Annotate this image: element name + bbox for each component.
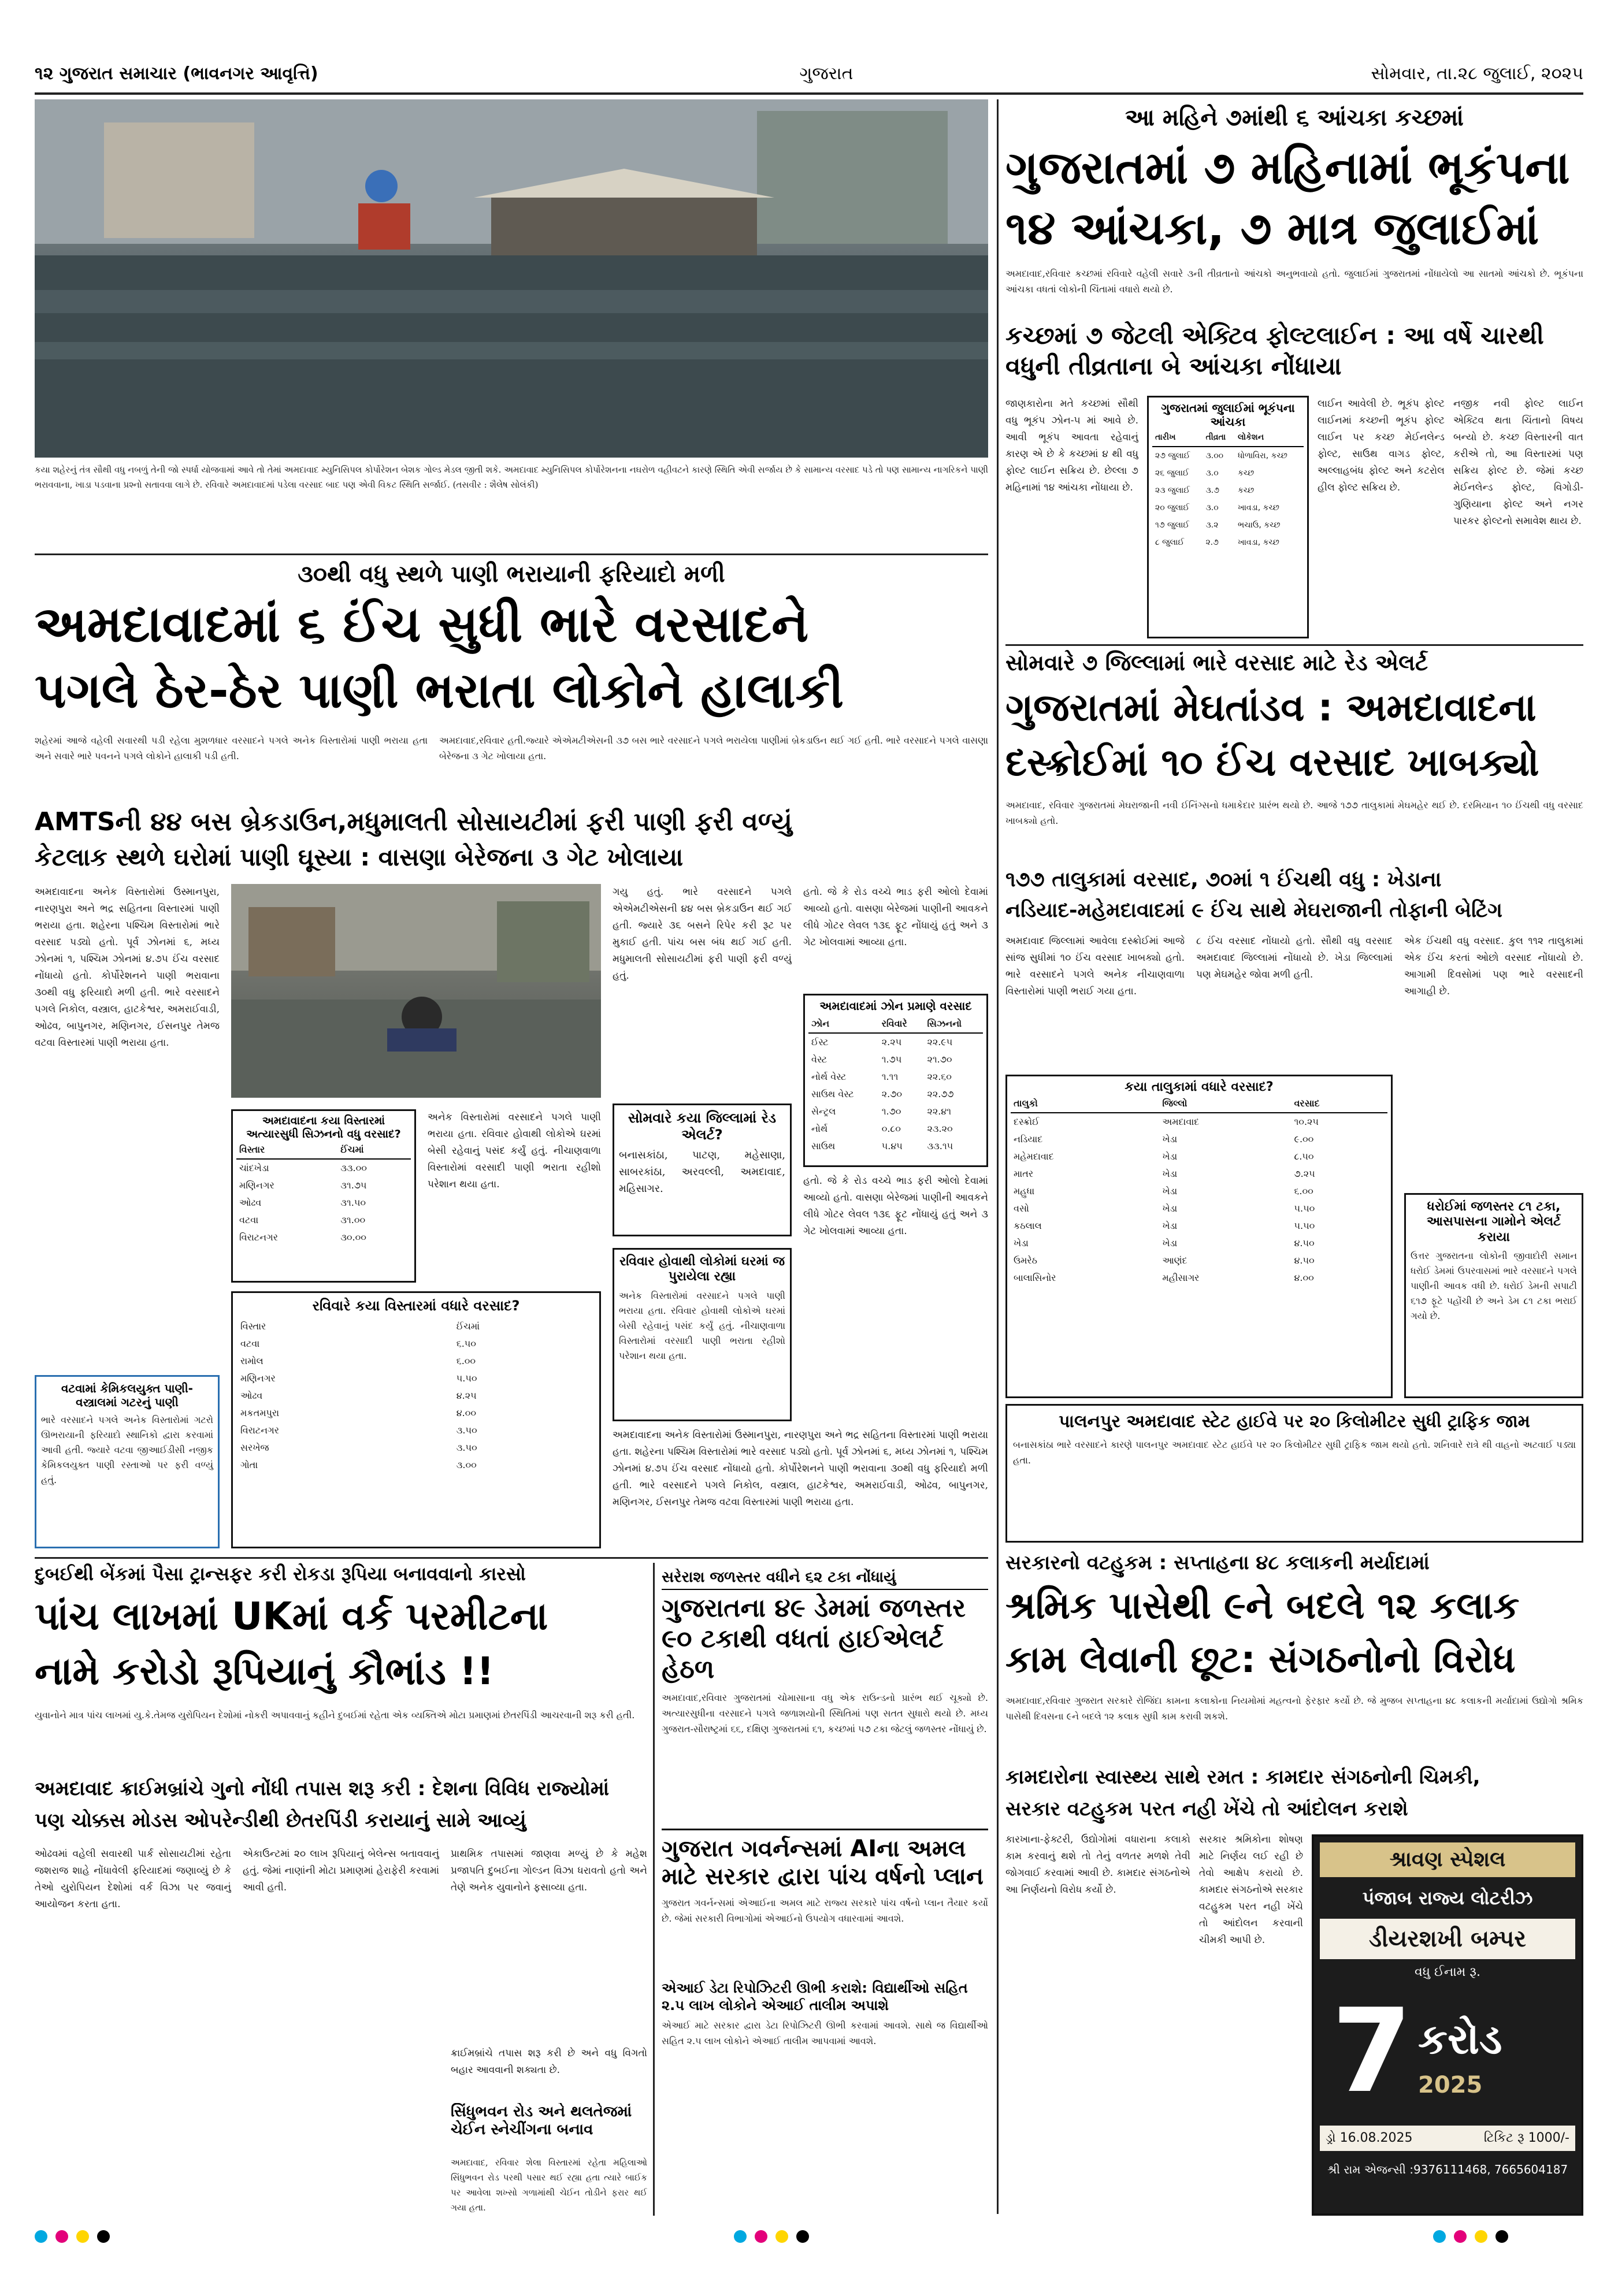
area-table-grid: [236, 1141, 411, 1246]
dams-kicker: સરેરાશ જળસ્તર વધીને ૬૨ ટકા નોંધાયું: [662, 1569, 988, 1590]
ai-body-2: એઆઈ માટે સરકાર દ્વારા ડેટા રિપોઝિટરી ઊભી કરવામાં આવશે. સાથે જ વિદ્યાર્થીઓ સહિત ૨.૫ લાખ લોકોને એઆઈ તાલીમ આપવામાં આવશે.: [662, 2019, 988, 2046]
area-row: [236, 1229, 411, 1246]
flood-col-3: હતો. જે કે રોડ વચ્ચે ભાડ ફરી ઓલો દેવામાં આવ્યો હતો. વાસણા બેરેજમાં પાણીની આવકને લીધે ગોટર લેવલ ૧૩૬ ફૂટ નોંધાયું હતું અને ૩ ગેટ ખોલવામાં આવ્યા હતા.: [803, 886, 988, 948]
taluka-row-cell: ખેડા: [1162, 1186, 1178, 1197]
lottery-draw: ડ્રો 16.08.2025: [1326, 2131, 1413, 2145]
zone-table-title: અમદાવાદમાં ઝોન પ્રમાણે વરસાદ: [819, 999, 972, 1013]
quake-row: [1152, 499, 1304, 517]
sunday-rain-grid: [237, 1318, 595, 1474]
zone-row: [808, 1086, 983, 1103]
sunday-rain-row: [237, 1387, 595, 1405]
flood-photo-illustration: [35, 99, 988, 458]
dubai-headline-2: નામે કરોડો રૂપિયાનું કૌભાંડ !!: [35, 1649, 495, 1693]
zone-row-cell: ૧.૭૫: [881, 1054, 902, 1065]
dubai-kicker: દુબઈથી બેંકમાં પૈસા ટ્રાન્સફર કરી રોકડા રૂપિયા બનાવવાનો કારસો: [35, 1563, 526, 1585]
quake-row-cell: ૩.૨: [1205, 521, 1219, 530]
lottery-sub: વધુ ઈનામ રૂ.: [1415, 1965, 1480, 1979]
color-registration-center: [734, 2230, 884, 2253]
taluka-row-cell: ખેડા: [1162, 1134, 1178, 1145]
taluka-row: [1011, 1165, 1387, 1183]
area-row: [236, 1194, 411, 1212]
sunday-rain-row: [237, 1439, 595, 1457]
highway-body: બનાસકાંઠા ભારે વરસાદને કારણે પાલનપુર અમદાવાદ સ્ટેટ હાઈવે પર ૨૦ કિલોમીટર સુધી ટ્રાફિક જામ થયો હતો. શનિવારે રાત્રે થી વાહનો અટવાઈ પડ્યા હતા.: [1013, 1439, 1576, 1466]
dams-headline-2: ૯૦ ટકાથી વધતાં હાઈએલર્ટ હેઠળ: [662, 1623, 944, 1684]
taluka-row-cell: ખેડા: [1014, 1238, 1029, 1249]
sunday-rain-row-cell: ૩.૫૦: [456, 1441, 477, 1453]
sunday-rain-row-cell: વિસ્તાર: [240, 1320, 266, 1332]
lottery-product: ડીયરશખી બમ્પર: [1320, 1919, 1575, 1959]
sunday-box-body: અનેક વિસ્તારોમાં વરસાદને પગલે પાણી ભરાયા હતા. રવિવાર હોવાથી લોકોએ ઘરમાં બેસી રહેવાનું પસંદ કર્યું હતું. નીચાણવાળા વિસ્તારોમાં વરસાદી પાણી ભરાતા રહીશો પરેશાન થયા હતા.: [619, 1290, 785, 1361]
registration-dot: [755, 2230, 767, 2243]
labour-col-1: કારખાના-ફેક્ટરી, ઉદ્યોગોમાં વધારાના કલાકો કામ કરવાનું થશે તો તેનું વળતર મળશે તેવી જોગવાઈ કરવામાં આવી છે. કામદાર સંગઠનોએ આ નિર્ણયનો વિરોધ કર્યો છે.: [1005, 1834, 1190, 1896]
quake-row: [1152, 534, 1304, 551]
taluka-col-rain: વરસાદ: [1291, 1095, 1387, 1113]
zone-row-cell: ૫.૪૫: [881, 1140, 903, 1151]
taluka-row: [1011, 1252, 1387, 1269]
quake-row: [1152, 447, 1304, 465]
flood-subhead-1: AMTSની ૪૪ બસ બ્રેકડાઉન,મધુમાલતી સોસાયટીમાં ફરી પાણી ફરી વળ્યું: [35, 807, 792, 837]
zone-row-cell: ૨.૨૫: [881, 1036, 902, 1047]
quake-row-cell: કચ્છ: [1237, 469, 1255, 478]
red-alert-box: [613, 1104, 792, 1236]
sunday-rain-row-cell: ગોતા: [240, 1459, 258, 1470]
zone-row-cell: ૩૩.૧૫: [927, 1140, 953, 1151]
red-alert-title: સોમવારે કયા જિલ્લામાં રેડ એલર્ટ?: [628, 1110, 777, 1143]
quake-col-magnitude: તીવ્રતા: [1203, 429, 1235, 447]
taluka-row-cell: ખેડા: [1162, 1168, 1178, 1180]
flood-headline-2: પગલે ઠેર-ઠેર પાણી ભરાતા લોકોને હાલાકી: [35, 662, 844, 719]
highway-headline: પાલનપુર અમદાવાદ સ્ટેટ હાઈવે પર ૨૦ કિલોમીટર સુધી ટ્રાફિક જામ: [1059, 1411, 1530, 1432]
color-registration-right: [1433, 2230, 1583, 2253]
registration-dot: [55, 2230, 68, 2243]
quake-row-cell: ૨૦ જુલાઈ: [1155, 503, 1190, 512]
highway-jam-box: [1005, 1404, 1583, 1543]
zone-row: [808, 1068, 983, 1086]
taluka-row: [1011, 1113, 1387, 1131]
zone-col-sunday: રવિવારે: [879, 1015, 925, 1033]
zone-row: [808, 1120, 983, 1138]
taluka-row-cell: દસ્ક્રોઈ: [1014, 1116, 1040, 1128]
taluka-row-cell: માતર: [1014, 1168, 1034, 1180]
dharoi-box-body: ઉત્તર ગુજરાતના લોકોની જીવાદોરી સમાન ધરોઈ ડેમમાં ઉપરવાસમાં ભારે વરસાદને પગલે પાણીની આવક વધી છે. ધરોઈ ડેમની સપાટી ૬૧૭ ફૂટે પહોંચી છે અને ડેમ ૮૧ ટકા ભરાઈ ગયો છે.: [1411, 1250, 1577, 1322]
taluka-row-cell: નડિયાદ: [1014, 1134, 1043, 1145]
quake-col-3: લાઈન આવેલી છે. ભૂકંપ ફોલ્ટ લાઈનમાં કચ્છની ભૂકંપ ફોલ્ટ લાઈન પર કચ્છ મેઈનલેન્ડ ફોલ્ટ, સાઉથ વાગડ ફોલ્ટ, અલ્લાહબંધ ફોલ્ટ અને કટરોલ હીલ ફોલ્ટ સક્રિય છે.: [1318, 398, 1445, 493]
dubai-col-3: પ્રાથમિક તપાસમાં જાણવા મળ્યું છે કે મહેશ પ્રજાપતિ દુબઈના ગોલ્ડન વિઝા ધરાવતો હતો અને તેણે અનેક યુવાનોને ફસાવ્યા હતા.: [451, 1848, 647, 1893]
rain-alert-subhead-1: ૧૭૭ તાલુકામાં વરસાદ, ૭૦માં ૧ ઈંચથી વધુ : ખેડાના: [1005, 868, 1442, 891]
registration-dot: [1454, 2230, 1467, 2243]
dubai-subhead-1: અમદાવાદ ક્રાઈમબ્રાંચે ગુનો નોંધી તપાસ શરૂ કરી : દેશના વિવિધ રાજ્યોમાં: [35, 1777, 610, 1800]
area-col-name: વિસ્તાર: [236, 1141, 337, 1159]
taluka-row-cell: ખેડા: [1162, 1220, 1178, 1232]
dubai-subhead-2: પણ ચોક્કસ મોડસ ઓપરેન્ડીથી છેતરપિંડી કરાયાનું સામે આવ્યું: [35, 1809, 526, 1832]
sunday-rain-row-cell: મણિનગર: [240, 1372, 276, 1384]
lottery-unit: કરોડ: [1418, 2015, 1502, 2063]
sunday-rain-row-cell: મકતમપુરા: [240, 1407, 280, 1418]
flood-headline-1: અમદાવાદમાં ૬ ઈંચ સુધી ભારે વરસાદને: [35, 596, 809, 653]
registration-dot: [1433, 2230, 1446, 2243]
registration-dot: [734, 2230, 747, 2243]
zone-row-cell: ૦.૮૦: [881, 1123, 901, 1134]
quake-intro: અમદાવાદ,રવિવાર કચ્છમાં રવિવારે વહેલી સવારે ૩ની તીવ્રતાનો આંચકો અનુભવાયો હતો. જુલાઈમાં ગુજરાતમાં નોંધાયેલો આ સાતમો આંચકો છે. ભૂકંપના આંચકા વધતાં લોકોની ચિંતામાં વધારો થયો છે.: [1005, 268, 1583, 295]
taluka-row-cell: અમદાવાદ: [1162, 1116, 1200, 1128]
labour-intro: અમદાવાદ,રવિવાર ગુજરાત સરકારે રોજિંદા કામના કલાકોના નિયમોમાં મહત્વનો ફેરફાર કર્યો છે. જે મુજબ સપ્તાહના ૪૮ કલાકની મર્યાદામાં ઉદ્યોગો શ્રમિક પાસેથી દિવસના ૯ને બદલે ૧૨ કલાક સુધી કામ કરાવી શકશે.: [1005, 1695, 1583, 1722]
rain-alert-col-1: અમદાવાદ જિલ્લામાં આવેલા દસ્ક્રોઈમાં આજે સાંજ સુધીમાં ૧૦ ઈંચ વરસાદ ખાબક્યો હતો. ભારે વરસાદને પગલે અનેક નીચાણવાળા વિસ્તારોમાં પાણી ભરાઈ ગયા હતા.: [1005, 935, 1185, 997]
sunday-note: અનેક વિસ્તારોમાં વરસાદને પગલે પાણી ભરાયા હતા. રવિવાર હોવાથી લોકોએ ઘરમાં બેસી રહેવાનું પસંદ કર્યું હતું. નીચાણવાળા વિસ્તારોમાં વરસાદી પાણી ભરાતા રહીશો પરેશાન થયા હતા.: [428, 1112, 601, 1190]
flood-intro-right: અમદાવાદ,રવિવાર હતી.જ્યારે એએમટીએસની ૩૭ બસ ભારે વરસાદને પગલે ભરાયેલા પાણીમાં બ્રેકડાઉન થઈ ગઈ હતી. ભારે વરસાદને પગલે વાસણા બેરેજના ૩ ગેટ ખોલાયા હતા.: [439, 735, 988, 761]
masthead-date: સોમવાર, તા.૨૮ જુલાઈ, ૨૦૨૫: [1371, 64, 1583, 84]
sunday-rain-row: [237, 1370, 595, 1387]
registration-dot: [76, 2230, 89, 2243]
sunday-rain-row: [237, 1353, 595, 1370]
dubai-headline-1: પાંચ લાખમાં UKમાં વર્ક પરમીટના: [35, 1594, 548, 1639]
lottery-year: 2025: [1418, 2072, 1483, 2098]
quake-row-cell: ૩.૦૦: [1205, 451, 1224, 460]
area-row-cell: ચાંદખેડા: [239, 1162, 269, 1173]
sunday-rain-row-cell: વટવા: [240, 1338, 260, 1349]
sunday-rain-row: [237, 1405, 595, 1422]
quake-subhead: કચ્છમાં ૭ જેટલી એક્ટિવ ફોલ્ટલાઈન : આ વર્ષે ચારથી વધુની તીવ્રતાના બે આંચકા નોંધાયા: [1005, 321, 1544, 380]
chain-snatching-headline: સિંધુભવન રોડ અને થલતેજમાં ચેઈન સ્નેચીંગના બનાવ: [451, 2103, 632, 2139]
zone-row: [808, 1103, 983, 1120]
labour-kicker: સરકારનો વટહુકમ : સપ્તાહના ૪૮ કલાકની મર્યાદામાં: [1005, 1551, 1430, 1574]
area-row-cell: ૩૧.૫૦: [340, 1197, 366, 1208]
area-row: [236, 1177, 411, 1194]
registration-dot: [1475, 2230, 1487, 2243]
dubai-col-2: એકાઉન્ટમાં ૨૦ લાખ રૂપિયાનું બેલેન્સ બતાવવાનું હતું. જેમાં નાણાંની મોટા પ્રમાણમાં હેરાફેરી કરવામાં આવી હતી.: [243, 1848, 439, 1893]
dams-headline-1: ગુજરાતના ૪૯ ડેમમાં જળસ્તર: [662, 1593, 966, 1623]
zone-row-cell: નોર્થ: [811, 1123, 828, 1134]
sunday-rain-row-cell: સરખેજ: [240, 1441, 269, 1453]
ai-body-1: ગુજરાત ગવર્નન્સમાં એઆઈના અમલ માટે રાજ્ય સરકારે પાંચ વર્ષનો પ્લાન તૈયાર કર્યો છે. જેમાં સરકારી વિભાગોમાં એઆઈનો ઉપયોગ વધારવામાં આવશે.: [662, 1897, 988, 1924]
zone-col-season: સિઝનનો: [924, 1015, 983, 1033]
ai-headline-2: માટે સરકાર દ્વારા પાંચ વર્ષનો પ્લાન: [662, 1863, 984, 1890]
masthead-section: ગુજરાત: [799, 64, 853, 84]
area-row-cell: ૩૩.૦૦: [340, 1162, 367, 1173]
taluka-row-cell: બાલાસિનોર: [1014, 1272, 1056, 1284]
flood-subhead-2: કેટલાક સ્થળે ઘરોમાં પાણી ઘૂસ્યા : વાસણા બેરેજના ૩ ગેટ ખોલાયા: [35, 843, 684, 871]
sunday-rain-table: [231, 1291, 601, 1548]
sunday-rain-row-cell: ઓઢવ: [240, 1390, 263, 1401]
rain-alert-headline-1: ગુજરાતમાં મેઘતાંડવ : અમદાવાદના: [1005, 685, 1537, 730]
lottery-agent: શ્રી રામ એજન્સી :9376111468, 7665604187: [1327, 2163, 1568, 2176]
rain-alert-col-2: ૮ ઈંચ વરસાદ નોંધાયો હતો. સૌથી વધુ વરસાદ અમદાવાદ જિલ્લામાં નોંધાયો છે. ખેડા જિલ્લામાં પણ મેઘમહેર જોવા મળી હતી.: [1196, 935, 1393, 980]
rain-alert-kicker: સોમવારે ૭ જિલ્લામાં ભારે વરસાદ માટે રેડ એલર્ટ: [1005, 650, 1428, 675]
taluka-row-cell: ૪.૫૦: [1294, 1238, 1315, 1249]
lottery-name: પંજાબ રાજ્ય લોટરીઝ: [1362, 1887, 1533, 1909]
sunday-rain-row-cell: ૬.૫૦: [456, 1338, 476, 1349]
sunday-rain-row-cell: ૩.૫૦: [456, 1424, 477, 1436]
zone-row-cell: ૨૨.૯૫: [927, 1036, 953, 1047]
taluka-row-cell: મહેમદાવાદ: [1014, 1151, 1054, 1162]
rain-alert-subhead-2: નડિયાદ-મહેમદાવાદમાં ૯ ઈંચ સાથે મેઘરાજાની તોફાની બેટિંગ: [1005, 899, 1502, 922]
sunday-rain-row-cell: ૩.૦૦: [456, 1459, 477, 1470]
rain-alert-headline-2: દસ્ક્રોઈમાં ૧૦ ઈંચ વરસાદ ખાબક્યો: [1005, 740, 1539, 785]
sunday-rain-row: [237, 1335, 595, 1353]
ai-headline-1: ગુજરાત ગવર્નન્સમાં AIના અમલ: [662, 1835, 966, 1862]
taluka-rain-table: [1005, 1075, 1393, 1398]
quake-col-4: નજીક નવી ફોલ્ટ લાઈન એક્ટિવ થતા ચિંતાનો વિષય બન્યો છે. કચ્છ વિસ્તારની વાત કરીએ તો, આ વિસ્તારમાં પણ સક્રિય ફોલ્ટ છે. જેમાં કચ્છ મેઈનલેન્ડ ફોલ્ટ, વિગોડી-ગુણિયાના ફોલ્ટ અને નગર પારકર ફોલ્ટનો સમાવેશ થાય છે.: [1453, 398, 1583, 527]
rain-alert-col-3: એક ઈંચથી વધુ વરસાદ. કુલ ૧૧૨ તાલુકામાં એક ઈંચ કરતાં ઓછો વરસાદ નોંધાયો છે. આગામી દિવસોમાં પણ ભારે વરસાદની આગાહી છે.: [1404, 935, 1583, 997]
labour-col-2: સરકાર શ્રમિકોના શોષણ માટે નિર્ણય લઈ રહી છે તેવો આક્ષેપ કરાયો છે. કામદાર સંગઠનોએ સરકાર વટહુકમ પરત નહી ખેંચે તો આંદોલન કરવાની ચીમકી આપી છે.: [1199, 1834, 1303, 1946]
labour-subhead-1: કામદારોના સ્વાસ્થ્ય સાથે રમત : કામદાર સંગઠનોની ચિમકી,: [1005, 1766, 1480, 1789]
photo-caption: કયા શહેરનું તંત્ર સૌથી વધુ નબળું તેની જો સ્પર્ધા યોજવામાં આવે તો તેમાં અમદાવાદ મ્યુનિસિપલ કોર્પોરેશન બેશક ગોલ્ડ મેડલ જીતી શકે. અમદાવાદ મ્યુનિસિપલ કોર્પોરેશનના નઘરોળ વહીવટને કારણે સ્થિતિ એવી સર્જાય છે કે સામાન્ય વરસાદ પડે તો પણ સામાન્ય નાગરિકને પાણી ભરાવવાના, ખાડા પડવાના પ્રશ્નો સતાવવા લાગે છે. રવિવારે અમદાવાદમાં પડેલા વરસાદ બાદ પણ એવી વિકટ સ્થિતિ સર્જાઈ. (તસવીર : શૈલેષ સોલંકી): [35, 465, 988, 490]
quake-kicker: આ મહિને ૭માંથી ૬ આંચકા કચ્છમાં: [1125, 105, 1464, 131]
chemical-box-body: ભારે વરસાદને પગલે અનેક વિસ્તારોમાં ગટરો ઊભરાયાની ફરિયાદો સ્થાનિકો દ્વારા કરવામાં આવી હતી. જ્યારે વટવા જીઆઈડીસી નજીક કેમિકલયુક્ત પાણી રસ્તાઓ પર ફરી વળ્યું હતું.: [41, 1414, 213, 1485]
area-row-cell: વિરાટનગર: [239, 1231, 278, 1243]
zone-row: [808, 1138, 983, 1155]
taluka-row-cell: ૯.૦૦: [1294, 1134, 1314, 1145]
taluka-row-cell: ઉમરેઠ: [1014, 1255, 1037, 1266]
registration-dot: [775, 2230, 788, 2243]
masthead-left: ૧૨ ગુજરાત સમાચાર (ભાવનગર આવૃત્તિ): [35, 64, 318, 84]
zone-row-cell: સેન્ટ્રલ: [811, 1106, 836, 1117]
quake-row-cell: ૨.૭: [1205, 538, 1219, 547]
taluka-row: [1011, 1183, 1387, 1200]
taluka-row-cell: આણંદ: [1162, 1255, 1187, 1266]
center-bottom-stack: [662, 1569, 988, 2216]
taluka-row-cell: ૮.૫૦: [1294, 1151, 1314, 1162]
quake-row-cell: ભચાઉ, કચ્છ: [1237, 521, 1281, 530]
quake-row: [1152, 482, 1304, 499]
zone-row-cell: ઈસ્ટ: [811, 1036, 829, 1047]
registration-dot: [35, 2230, 47, 2243]
zone-row-cell: સાઉથ વેસ્ટ: [811, 1088, 854, 1099]
taluka-row-cell: કઠલાલ: [1014, 1220, 1042, 1232]
zone-row-cell: ૨૧.૭૦: [927, 1054, 952, 1065]
quake-row-cell: ૨૩ જુલાઈ: [1155, 486, 1190, 495]
quake-col-1: જાણકારોના મતે કચ્છમાં સૌથી વધુ ભૂકંપ ઝોન-૫ માં આવે છે. આવી ભૂકંપ આવતા રહેવાનું કારણ એ છે કે કચ્છમાં ૪ થી વધુ ફોલ્ટ લાઈન સક્રિય છે. છેલ્લા ૭ મહિનામાં ૧૪ આંચકા નોંધાયા છે.: [1005, 398, 1138, 493]
quake-row: [1152, 465, 1304, 482]
sunday-rain-title: રવિવારે કયા વિસ્તારમાં વધારે વરસાદ?: [312, 1298, 520, 1314]
taluka-row-cell: ૪.૫૦: [1294, 1255, 1315, 1266]
rain-alert-intro: અમદાવાદ, રવિવાર ગુજરાતમાં મેઘરાજાની નવી ઈનિંગ્સનો ધમાકેદાર પ્રારંભ થયો છે. આજે ૧૭૭ તાલુકામાં મેઘમહેર થઈ છે. દરમિયાન ૧૦ ઈંચથી વધુ વરસાદ ખાબક્યો હતો.: [1005, 800, 1583, 826]
taluka-row-cell: વસો: [1014, 1203, 1029, 1214]
labour-headline-2: કામ લેવાની છૂટ: સંગઠનોનો વિરોધ: [1005, 1639, 1516, 1681]
sunday-rain-row-cell: ૪.૦૦: [456, 1407, 477, 1418]
quake-headline-2: ૧૪ આંચકા, ૭ માત્ર જુલાઈમાં: [1005, 203, 1539, 255]
taluka-row-cell: ૭.૨૫: [1294, 1168, 1315, 1180]
quake-row-cell: ધોળાવિરા, કચ્છ: [1237, 451, 1287, 460]
taluka-row-cell: ૫.૫૦: [1294, 1203, 1315, 1214]
red-alert-body: બનાસકાંઠા, પાટણ, મહેસાણા, સાબરકાંઠા, અરવલ્લી, અમદાવાદ, મહિસાગર.: [619, 1149, 785, 1195]
quake-row-cell: ૩.૦: [1205, 469, 1219, 478]
quake-table: [1147, 396, 1309, 638]
taluka-row: [1011, 1269, 1387, 1287]
area-row: [236, 1212, 411, 1229]
chemical-box-title: વટવામાં કેમિકલયુક્ત પાણી-વસ્ત્રાલમાં ગટરનું પાણી: [61, 1381, 193, 1409]
flood-intro-left: શહેરમાં આજે વહેલી સવારથી પડી રહેલા મુશળધાર વરસાદને પગલે અનેક વિસ્તારોમાં પાણી ભરાયા હતા અને સવારે ભારે પવનને પગલે લોકોને હાલાકી પડી હતી.: [35, 735, 428, 761]
area-row: [236, 1159, 411, 1177]
lottery-top: શ્રાવણ સ્પેશલ: [1320, 1842, 1575, 1877]
area-row-cell: મણિનગર: [239, 1179, 274, 1191]
masthead-rule: [35, 92, 1583, 95]
quake-row-cell: ૨૬ જુલાઈ: [1155, 469, 1189, 478]
quake-row-cell: ખાવડા, કચ્છ: [1237, 503, 1279, 512]
zone-table-grid: [808, 1015, 983, 1155]
zone-row-cell: ૨૨.૭૭: [927, 1088, 954, 1099]
flood-col-1: અમદાવાદના અનેક વિસ્તારોમાં ઉસ્માનપુરા, નારણપુરા અને ભદ્ર સહિતના વિસ્તારમાં પાણી ભરાયા હતા. શહેરના પશ્ચિમ વિસ્તારોમાં ભારે વરસાદ પડ્યો હતો. પૂર્વ ઝોનમાં ૬, મધ્ય ઝોનમાં ૧, પશ્ચિમ ઝોનમાં ૪.૭૫ ઈંચ વરસાદ નોંધાયો હતો. કોર્પોરેશનને પાણી ભરાવાના ૩૦થી વધુ ફરિયાદો મળી હતી. ભારે વરસાદને પગલે નિકોલ, વસ્ત્રાલ, હાટકેશ્વર, અમરાઈવાડી, ઓઢવ, બાપુનગર, મણિનગર, ઈસનપુર તેમજ વટવા વિસ્તારમાં પાણી ભરાયા હતા.: [35, 886, 220, 1049]
dharoi-box-title: ધરોઈમાં જળસ્તર ૮૧ ટકા, આસપાસના ગામોને એલર્ટ કરાયા: [1427, 1199, 1561, 1244]
quake-row-cell: ૩.૦: [1205, 503, 1219, 512]
zone-row: [808, 1051, 983, 1068]
taluka-table-title: કયા તાલુકામાં વધારે વરસાદ?: [1125, 1080, 1274, 1094]
taluka-row-cell: ૪.૦૦: [1294, 1272, 1314, 1284]
zone-row-cell: સાઉથ: [811, 1140, 836, 1151]
chemical-water-box: [35, 1375, 220, 1548]
quake-row-cell: ખાવડા, કચ્છ: [1237, 538, 1279, 547]
taluka-row-cell: ૧૦.૨૫: [1294, 1116, 1319, 1128]
area-row-cell: વટવા: [239, 1214, 259, 1225]
flood-col-4: અમદાવાદના અનેક વિસ્તારોમાં ઉસ્માનપુરા, નારણપુરા અને ભદ્ર સહિતના વિસ્તારમાં પાણી ભરાયા હતા. શહેરના પશ્ચિમ વિસ્તારોમાં ભારે વરસાદ પડ્યો હતો. પૂર્વ ઝોનમાં ૬, મધ્ય ઝોનમાં ૧, પશ્ચિમ ઝોનમાં ૪.૭૫ ઈંચ વરસાદ નોંધાયો હતો. કોર્પોરેશનને પાણી ભરાવાના ૩૦થી વધુ ફરિયાદો મળી હતી. ભારે વરસાદને પગલે નિકોલ, વસ્ત્રાલ, હાટકેશ્વર, અમરાઈવાડી, ઓઢવ, બાપુનગર, મણિનગર, ઈસનપુર તેમજ વટવા વિસ્તારમાં પાણી ભરાયા હતા.: [613, 1429, 988, 1508]
taluka-row-cell: ૫.૫૦: [1294, 1220, 1315, 1232]
quake-table-grid: [1152, 429, 1304, 551]
color-registration-left: [35, 2230, 185, 2253]
sunday-rain-row: [237, 1318, 595, 1335]
dams-body: અમદાવાદ,રવિવાર ગુજરાતમાં ચોમાસાના વધુ એક રાઉન્ડનો પ્રારંભ થઈ ચૂક્યો છે. અત્યારસુધીના વરસાદને પગલે જળાશયોની સ્થિતિમાં પણ સતત સુધારો થયો છે. મધ્ય ગુજરાત-સૌરાષ્ટ્રમાં ૬૬, દક્ષિણ ગુજરાતમાં ૬૧, કચ્છમાં ૫૭ ટકા જેટલું જળસ્તર નોંધાયું છે.: [662, 1692, 988, 1734]
taluka-row-cell: ખેડા: [1162, 1203, 1178, 1214]
zone-row-cell: ૨૨.૪૧: [927, 1106, 952, 1117]
dubai-col-1: ઓઢવમાં વહેલી સવારથી પાર્ક સોસાયટીમાં રહેતા જશરાજ શાહે નોંધાવેલી ફરિયાદમાં જણાવ્યું છે કે તેઓ યુરોપિયન દેશોમાં વર્ક વિઝા પર જવાનું આયોજન કરતા હતા.: [35, 1848, 231, 1910]
ai-subhead: એઆઈ ડેટા રિપોઝિટરી ઊભી કરાશે: વિદ્યાર્થીઓ સહિત ૨.૫ લાખ લોકોને એઆઈ તાલીમ અપાશે: [662, 1979, 968, 2013]
registration-dot: [97, 2230, 110, 2243]
zone-row-cell: વેસ્ટ: [811, 1054, 827, 1065]
lottery-draw-row: [1320, 2126, 1575, 2151]
flood-street-photo: [231, 884, 601, 1098]
dubai-intro: યુવાનોને માત્ર પાંચ લાખમાં યુ.કે.તેમજ યુરોપિયન દેશોમાં નોકરી અપાવવાનું કહીને દુબઈમાં રહેતા એક વ્યક્તિએ મોટા પ્રમાણમાં છેતરપિંડી આચરવાની શરૂ કરી હતી.: [35, 1710, 635, 1721]
taluka-row-cell: ખેડા: [1162, 1151, 1178, 1162]
taluka-row: [1011, 1148, 1387, 1165]
taluka-row-cell: ખેડા: [1162, 1238, 1178, 1249]
flood-street-illustration: [231, 884, 601, 1098]
lottery-price: ટિકિટ રૂ 1000/-: [1483, 2131, 1569, 2145]
quake-row-cell: ૨૭ જુલાઈ: [1155, 451, 1190, 460]
quake-row-cell: ૧૭ જુલાઈ: [1155, 521, 1190, 530]
zone-row: [808, 1033, 983, 1051]
area-row-cell: ૩૦.૦૦: [340, 1231, 366, 1243]
dubai-col-4: ક્રાઈમબ્રાંચે તપાસ શરૂ કરી છે અને વધુ વિગતો બહાર આવવાની શક્યતા છે.: [451, 2048, 647, 2076]
taluka-row: [1011, 1131, 1387, 1148]
ai-story: [662, 1829, 988, 2104]
taluka-col-name: તાલુકો: [1011, 1095, 1159, 1113]
flood-kicker: ૩૦થી વધુ સ્થળે પાણી ભરાયાની ફરિયાદો મળી: [298, 561, 725, 588]
quake-table-title: ગુજરાતમાં જુલાઈમાં ભૂકંપના આંચકા: [1161, 401, 1295, 429]
flood-col-3b: હતો. જે કે રોડ વચ્ચે ભાડ ફરી ઓલો દેવામાં આવ્યો હતો. વાસણા બેરેજમાં પાણીની આવકને લીધે ગોટર લેવલ ૧૩૬ ફૂટ નોંધાયું હતું અને ૩ ગેટ ખોલવામાં આવ્યા હતા.: [803, 1175, 988, 1237]
zone-rain-table: [803, 994, 988, 1167]
zone-row-cell: ૧.૧૧: [881, 1071, 899, 1082]
area-row-cell: ૩૧.૦૦: [340, 1214, 366, 1225]
zone-col-zone: ઝોન: [808, 1015, 879, 1033]
taluka-table-grid: [1011, 1095, 1387, 1287]
area-row-cell: ઓઢવ: [239, 1197, 262, 1208]
zone-row-cell: ૨.૭૦: [881, 1088, 902, 1099]
zone-row-cell: ૨૨.૬૦: [927, 1071, 952, 1082]
registration-dot: [1495, 2230, 1508, 2243]
taluka-row: [1011, 1235, 1387, 1252]
quake-col-date: તારીખ: [1152, 429, 1203, 447]
flood-col-2: ગયુ હતું. ભારે વરસાદને પગલે એએમટીએસની ૪૪ બસ બ્રેકડાઉન થઈ ગઈ હતી. જ્યારે ૩૬ બસને રિપેર કરી રૂટ પર મુકાઈ હતી. પાંચ બસ બંધ થઈ ગઈ હતી. મધુમાલતી સોસાયટીમાં ફરી પાણી ફરી વળ્યું હતું.: [613, 886, 792, 982]
flood-photo: [35, 99, 988, 458]
quake-headline-1: ગુજરાતમાં ૭ મહિનામાં ભૂકંપના: [1005, 142, 1570, 194]
labour-subhead-2: સરકાર વટહુકમ પરત નહી ખેંચે તો આંદોલન કરાશે: [1005, 1797, 1408, 1821]
taluka-row-cell: મહુધા: [1014, 1186, 1035, 1197]
area-col-inch: ઈંચમાં: [337, 1141, 411, 1159]
lottery-amount: 7: [1331, 1988, 1412, 2115]
sunday-rain-row-cell: ૪.૨૫: [456, 1390, 477, 1401]
taluka-col-district: જિલ્લો: [1159, 1095, 1291, 1113]
sunday-rain-row-cell: રામોલ: [240, 1355, 264, 1366]
zone-row-cell: નોર્થ વેસ્ટ: [811, 1071, 847, 1082]
season-area-table: [231, 1109, 416, 1283]
taluka-row: [1011, 1200, 1387, 1217]
taluka-row-cell: ૬.૦૦: [1294, 1186, 1313, 1197]
sunday-rain-row-cell: ઈંચમાં: [456, 1320, 480, 1332]
sunday-rain-row-cell: ૬.૦૦: [456, 1355, 476, 1366]
taluka-row-cell: મહીસાગર: [1162, 1272, 1200, 1284]
lottery-ad[interactable]: [1312, 1834, 1583, 2216]
sunday-rain-row: [237, 1457, 595, 1474]
quake-row-cell: ૮ જુલાઈ: [1155, 538, 1185, 547]
quake-col-location: લોકેશન: [1235, 429, 1304, 447]
sunday-rain-row-cell: ૫.૫૦: [456, 1372, 477, 1384]
labour-headline-1: શ્રમિક પાસેથી ૯ને બદલે ૧૨ કલાક: [1005, 1585, 1520, 1628]
area-row-cell: ૩૧.૭૫: [340, 1179, 367, 1191]
zone-row-cell: ૧.૭૦: [881, 1106, 901, 1117]
area-table-title: અમદાવાદના કયા વિસ્તારમાં અત્યારસુધી સિઝનનો વધુ વરસાદ?: [246, 1114, 401, 1140]
dharoi-dam-box: [1404, 1193, 1583, 1398]
quake-row-cell: ૩.૭: [1205, 486, 1219, 495]
quake-row-cell: કચ્છ: [1237, 486, 1255, 495]
taluka-row: [1011, 1217, 1387, 1235]
sunday-rain-row-cell: વિરાટનગર: [240, 1424, 279, 1436]
sunday-box-title: રવિવાર હોવાથી લોકોમાં ઘરમાં જ પુરાયેલા રહ્યા: [619, 1254, 785, 1284]
registration-dot: [796, 2230, 809, 2243]
chain-snatching-body: અમદાવાદ, રવિવાર શેલા વિસ્તારમાં રહેતા મહિલાઓ સિંધુભવન રોડ પરથી પસાર થઈ રહ્યા હતા ત્યારે બાઈક પર આવેલા શખ્સો ગળામાંથી ચેઈન તોડીને ફરાર થઈ ગયા હતા.: [451, 2157, 647, 2213]
zone-row-cell: ૨૩.૨૦: [927, 1123, 953, 1134]
quake-row: [1152, 517, 1304, 534]
sunday-rain-row: [237, 1422, 595, 1439]
